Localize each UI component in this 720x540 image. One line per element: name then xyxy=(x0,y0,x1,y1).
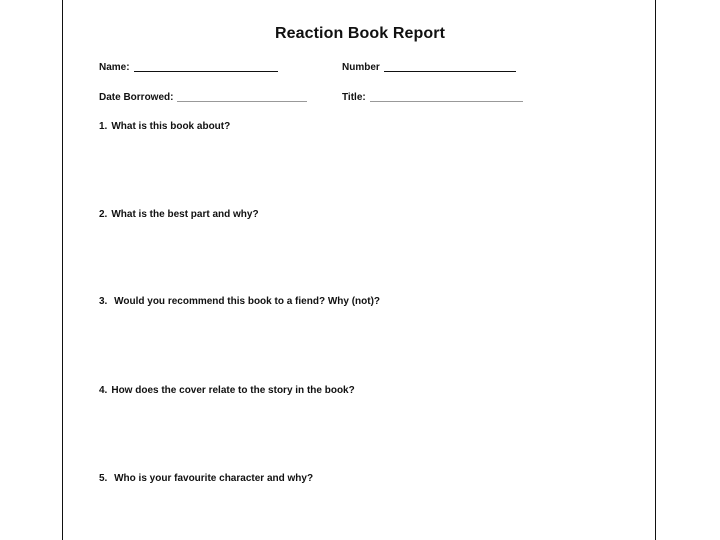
worksheet-page xyxy=(62,0,656,540)
question-5 xyxy=(99,473,313,484)
page-title: Reaction Book Report xyxy=(274,25,445,42)
question-2 xyxy=(99,209,259,220)
date-borrowed-field xyxy=(99,92,307,103)
name-label: Name: xyxy=(99,62,130,73)
question-text: What is the best part and why? xyxy=(111,209,259,220)
question-number: 1. xyxy=(99,121,108,132)
number-blank-line[interactable] xyxy=(384,71,516,72)
number-field xyxy=(342,62,516,73)
title-blank-line[interactable] xyxy=(370,101,523,102)
question-number: 4. xyxy=(99,385,108,396)
question-4 xyxy=(99,385,355,396)
question-number: 3. xyxy=(99,296,108,307)
title-field xyxy=(342,92,523,103)
question-text: How does the cover relate to the story in the book? xyxy=(111,385,355,396)
name-field xyxy=(99,62,278,73)
question-text: What is this book about? xyxy=(111,121,231,132)
date-borrowed-blank-line[interactable] xyxy=(177,101,307,102)
title-label: Title: xyxy=(342,92,366,103)
question-text: Who is your favourite character and why? xyxy=(111,473,314,484)
question-number: 2. xyxy=(99,209,108,220)
question-1 xyxy=(99,121,230,132)
name-blank-line[interactable] xyxy=(134,71,278,72)
date-borrowed-label: Date Borrowed: xyxy=(99,92,174,103)
question-text: Would you recommend this book to a fiend? Why (not)? xyxy=(111,296,381,307)
question-3 xyxy=(99,296,380,307)
question-number: 5. xyxy=(99,473,108,484)
number-label: Number xyxy=(342,62,380,73)
